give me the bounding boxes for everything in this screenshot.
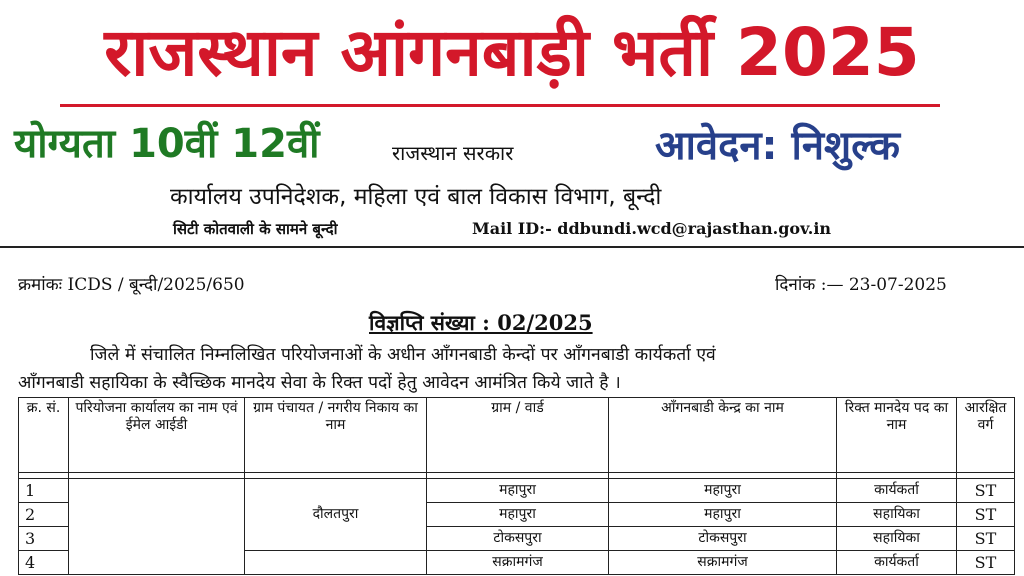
cell-post: सहायिका [837, 527, 957, 551]
cell-category: ST [957, 527, 1015, 551]
cell-category: ST [957, 479, 1015, 503]
reference-number: क्रमांकः ICDS / बून्दी/2025/650 [18, 275, 245, 295]
cell-post: कार्यकर्ता [837, 551, 957, 575]
cell-village: सक्रामगंज [427, 551, 609, 575]
table-header-row [19, 398, 1015, 473]
col-header-project-office: परियोजना कार्यालय का नाम एवं ईमेल आईडी [69, 398, 245, 473]
col-header-panchayat: ग्राम पंचायत / नगरीय निकाय का नाम [245, 398, 427, 473]
cell-center: सक्रामगंज [609, 551, 837, 575]
mail-id: Mail ID:- ddbundi.wcd@rajasthan.gov.in [472, 219, 832, 238]
government-label: राजस्थान सरकार [392, 141, 514, 165]
cell-sno: 2 [19, 503, 69, 527]
cell-center: महापुरा [609, 503, 837, 527]
table-row [19, 479, 1015, 503]
cell-village: टोकसपुरा [427, 527, 609, 551]
cell-village: महापुरा [427, 503, 609, 527]
qualification-heading: योग्यता 10वीं 12वीं [14, 121, 320, 167]
vacancy-table [18, 397, 1015, 575]
application-fee-heading: आवेदन: निशुल्क [655, 123, 901, 169]
cell-panchayat [245, 551, 427, 575]
cell-center: महापुरा [609, 479, 837, 503]
cell-center: टोकसपुरा [609, 527, 837, 551]
col-header-category: आरक्षित वर्ग [957, 398, 1015, 473]
main-title: राजस्थान आंगनबाड़ी भर्ती 2025 [104, 14, 920, 91]
cell-sno: 4 [19, 551, 69, 575]
cell-post: सहायिका [837, 503, 957, 527]
cell-panchayat: दौलतपुरा [245, 479, 427, 551]
cell-category: ST [957, 551, 1015, 575]
office-address: सिटी कोतवाली के सामने बून्दी [173, 220, 338, 238]
notice-date: दिनांक :— 23-07-2025 [775, 275, 947, 295]
cell-village: महापुरा [427, 479, 609, 503]
office-name: कार्यालय उपनिदेशक, महिला एवं बाल विकास विभाग, बून्दी [170, 184, 662, 210]
cell-category: ST [957, 503, 1015, 527]
notice-body-line: आँगनबाडी सहायिका के स्वैच्छिक मानदेय सेवा के रिक्त पदों हेतु आवेदन आमंत्रित किये जाते है । [18, 373, 621, 393]
notice-number: विज्ञप्ति संख्या : 02/2025 [369, 310, 593, 335]
cell-post: कार्यकर्ता [837, 479, 957, 503]
col-header-sno: क्र. सं. [19, 398, 69, 473]
header-divider [0, 246, 1024, 248]
col-header-post: रिक्त मानदेय पद का नाम [837, 398, 957, 473]
cell-project-office [69, 479, 245, 575]
col-header-village: ग्राम / वार्ड [427, 398, 609, 473]
notice-body-line: जिले में संचालित निम्नलिखित परियोजनाओं के अधीन आँगनबाडी केन्दों पर आँगनबाडी कार्यकर्ता एवं [90, 345, 716, 365]
title-divider [60, 104, 940, 107]
cell-sno: 1 [19, 479, 69, 503]
col-header-center: आँगनबाडी केन्द्र का नाम [609, 398, 837, 473]
cell-sno: 3 [19, 527, 69, 551]
